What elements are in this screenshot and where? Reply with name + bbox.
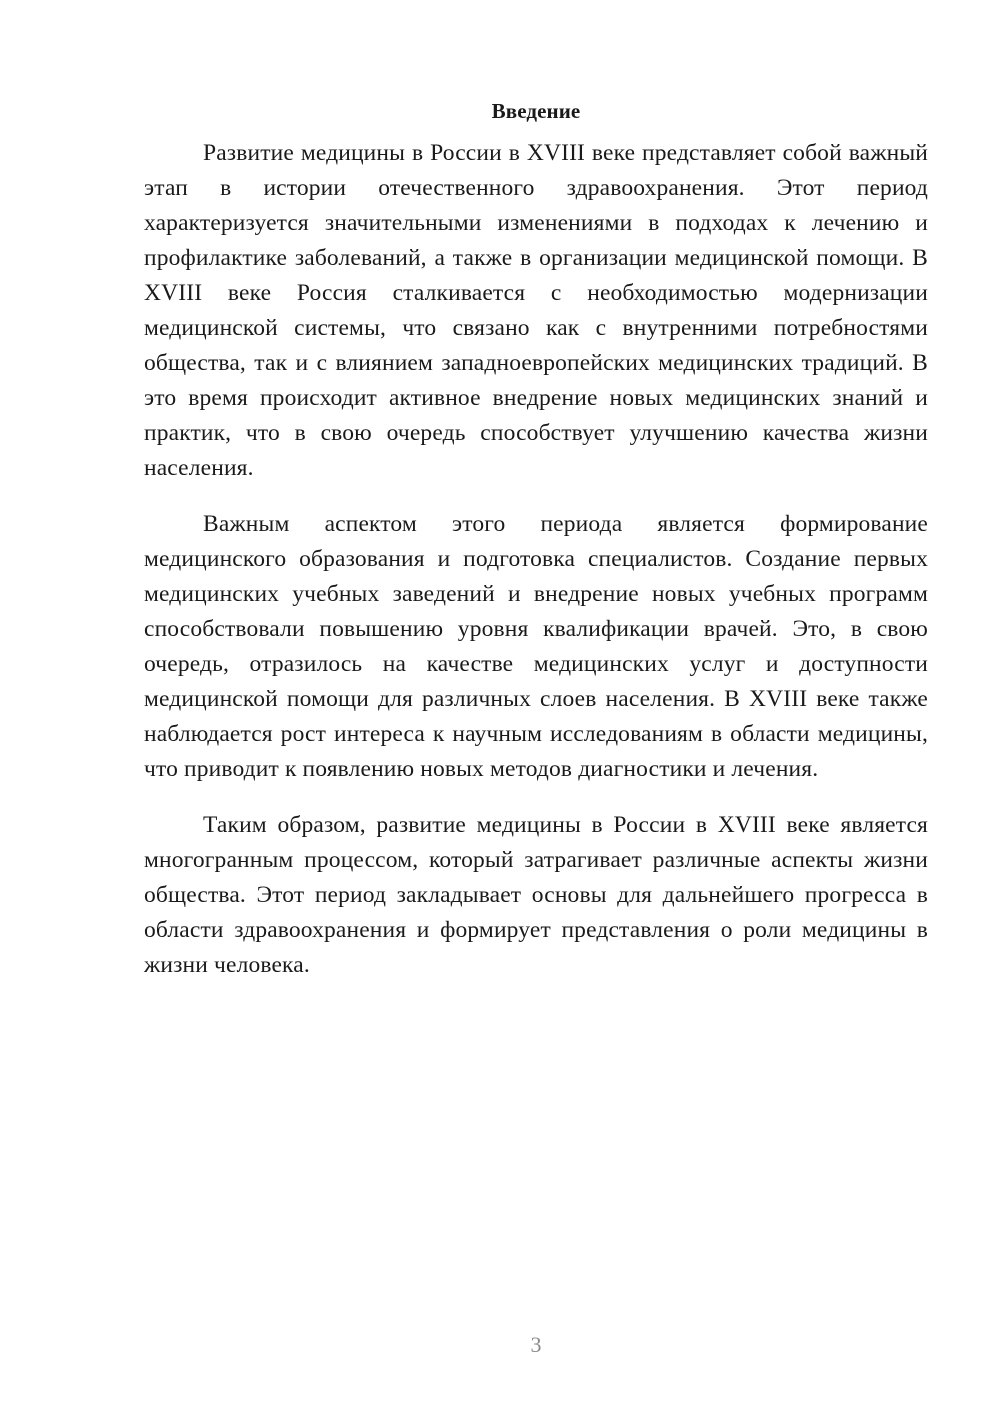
paragraph-3: Таким образом, развитие медицины в России в XVIII веке является многогранным процессом, который затрагивает различные аспекты жизни общества. Этот период закладывает основы для дальнейшего прогресса в области здравоохранения и формирует представления о роли медицины в жизни человека.: [144, 812, 928, 978]
page-number: 3: [530, 1332, 542, 1357]
section-heading: Введение: [491, 99, 581, 123]
paragraph-1: Развитие медицины в России в XVIII веке представляет собой важный этап в истории отечественного здравоохранения. Этот период характеризуется значительными изменениями в подходах к лечению и профилактике заболеваний, а также в организации медицинской помощи. В XVIII веке Россия сталкивается с необходимостью модернизации медицинской системы, что связано как с внутренними потребностями общества, так и с влиянием западноевропейских медицинских традиций. В это время происходит активное внедрение новых медицинских знаний и практик, что в свою очередь способствует улучшению качества жизни населения.: [144, 140, 928, 481]
paragraph-2: Важным аспектом этого периода является формирование медицинского образования и подготовка специалистов. Создание первых медицинских учебных заведений и внедрение новых учебных программ способствовали повышению уровня квалификации врачей. Это, в свою очередь, отразилось на качестве медицинских услуг и доступности медицинской помощи для различных слоев населения. В XVIII веке также наблюдается рост интереса к научным исследованиям в области медицины, что приводит к появлению новых методов диагностики и лечения.: [144, 511, 928, 782]
page-content: [144, 96, 928, 1004]
